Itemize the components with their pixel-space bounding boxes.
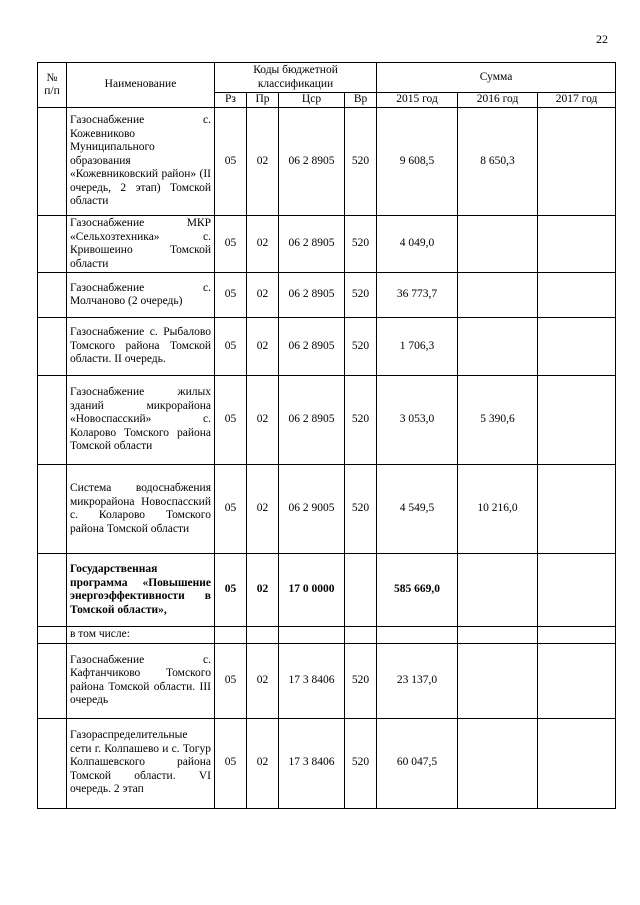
row-pr: 02 <box>247 376 279 465</box>
page-number: 22 <box>596 32 608 46</box>
row-vr: 520 <box>345 643 377 718</box>
table-row <box>38 216 616 273</box>
header-2017: 2017 год <box>538 93 616 108</box>
row-2015: 9 608,5 <box>377 108 458 216</box>
row-csr: 06 2 8905 <box>279 318 345 376</box>
table-row <box>38 108 616 216</box>
header-vr: Вр <box>345 93 377 108</box>
header-pr: Пр <box>247 93 279 108</box>
header-2016: 2016 год <box>458 93 538 108</box>
row-2015 <box>377 627 458 644</box>
header-rz: Рз <box>215 93 247 108</box>
row-2015: 1 706,3 <box>377 318 458 376</box>
row-2015: 4 549,5 <box>377 465 458 554</box>
row-vr: 520 <box>345 216 377 273</box>
row-rz: 05 <box>215 376 247 465</box>
row-csr: 17 3 8406 <box>279 718 345 808</box>
row-2016 <box>458 216 538 273</box>
row-rz: 05 <box>215 554 247 627</box>
row-vr: 520 <box>345 108 377 216</box>
row-2015: 3 053,0 <box>377 376 458 465</box>
row-number <box>38 108 67 216</box>
row-2017 <box>538 465 616 554</box>
table-row <box>38 554 616 627</box>
row-2017 <box>538 273 616 318</box>
header-codes: Коды бюджетной классификации <box>215 63 377 93</box>
row-name: в том числе: <box>67 627 215 644</box>
row-vr: 520 <box>345 273 377 318</box>
row-pr: 02 <box>247 273 279 318</box>
row-csr: 17 3 8406 <box>279 643 345 718</box>
row-2017 <box>538 554 616 627</box>
row-2017 <box>538 318 616 376</box>
header-sum: Сумма <box>377 63 616 93</box>
row-pr: 02 <box>247 718 279 808</box>
row-csr: 17 0 0000 <box>279 554 345 627</box>
row-pr: 02 <box>247 465 279 554</box>
row-2017 <box>538 108 616 216</box>
row-pr: 02 <box>247 108 279 216</box>
row-rz: 05 <box>215 273 247 318</box>
row-name: Газоснабжение с. Молчаново (2 очередь) <box>67 273 215 318</box>
row-2016: 5 390,6 <box>458 376 538 465</box>
row-2016 <box>458 643 538 718</box>
row-csr: 06 2 9005 <box>279 465 345 554</box>
budget-table <box>37 62 616 809</box>
row-2015: 60 047,5 <box>377 718 458 808</box>
row-vr <box>345 627 377 644</box>
header-csr: Цср <box>279 93 345 108</box>
row-vr: 520 <box>345 465 377 554</box>
row-rz: 05 <box>215 718 247 808</box>
row-pr: 02 <box>247 216 279 273</box>
row-2016 <box>458 718 538 808</box>
row-2017 <box>538 718 616 808</box>
table-row <box>38 643 616 718</box>
row-rz: 05 <box>215 216 247 273</box>
row-2017 <box>538 627 616 644</box>
row-number <box>38 216 67 273</box>
table-row <box>38 318 616 376</box>
row-rz: 05 <box>215 318 247 376</box>
row-vr: 520 <box>345 318 377 376</box>
row-name: Газоснабжение с. Рыбалово Томского района Томской области. II очередь. <box>67 318 215 376</box>
row-2015: 4 049,0 <box>377 216 458 273</box>
row-rz: 05 <box>215 108 247 216</box>
row-name: Государственная программа «Повышение энергоэффективности в Томской области», <box>67 554 215 627</box>
table-row <box>38 465 616 554</box>
row-name: Система водоснабжения микрорайона Новоспасский с. Коларово Томского района Томской области <box>67 465 215 554</box>
row-2015: 36 773,7 <box>377 273 458 318</box>
row-csr: 06 2 8905 <box>279 216 345 273</box>
row-csr <box>279 627 345 644</box>
row-2015: 585 669,0 <box>377 554 458 627</box>
row-vr: 520 <box>345 376 377 465</box>
header-2015: 2015 год <box>377 93 458 108</box>
table-row <box>38 376 616 465</box>
row-2016: 8 650,3 <box>458 108 538 216</box>
row-2017 <box>538 643 616 718</box>
row-name: Газоснабжение с. Кафтанчиково Томского района Томской области. III очередь <box>67 643 215 718</box>
row-csr: 06 2 8905 <box>279 376 345 465</box>
row-vr <box>345 554 377 627</box>
row-csr: 06 2 8905 <box>279 108 345 216</box>
table-row <box>38 273 616 318</box>
row-name: Газоснабжение жилых зданий микрорайона «Новоспасский» с. Коларово Томского района Томской области <box>67 376 215 465</box>
row-rz: 05 <box>215 465 247 554</box>
row-2016 <box>458 554 538 627</box>
row-number <box>38 554 67 627</box>
row-2017 <box>538 216 616 273</box>
header-name: Наименование <box>67 63 215 108</box>
row-rz: 05 <box>215 643 247 718</box>
row-number <box>38 376 67 465</box>
row-2016: 10 216,0 <box>458 465 538 554</box>
header-num: № п/п <box>38 63 67 108</box>
row-2016 <box>458 273 538 318</box>
table-row <box>38 627 616 644</box>
row-name: Газораспределительные сети г. Колпашево и с. Тогур Колпашевского района Томской области. VI очередь. 2 этап <box>67 718 215 808</box>
row-2016 <box>458 627 538 644</box>
row-number <box>38 318 67 376</box>
row-number <box>38 643 67 718</box>
table-row <box>38 718 616 808</box>
row-2015: 23 137,0 <box>377 643 458 718</box>
row-number <box>38 273 67 318</box>
row-pr: 02 <box>247 318 279 376</box>
row-2016 <box>458 318 538 376</box>
row-name: Газоснабжение МКР «Сельхозтехника» с. Кривошеино Томской области <box>67 216 215 273</box>
row-number <box>38 465 67 554</box>
row-pr <box>247 627 279 644</box>
row-rz <box>215 627 247 644</box>
row-number <box>38 718 67 808</box>
row-vr: 520 <box>345 718 377 808</box>
row-number <box>38 627 67 644</box>
row-name: Газоснабжение с. Кожевниково Муниципального образования «Кожевниковский район» (II очередь, 2 этап) Томской области <box>67 108 215 216</box>
row-csr: 06 2 8905 <box>279 273 345 318</box>
row-pr: 02 <box>247 554 279 627</box>
row-pr: 02 <box>247 643 279 718</box>
row-2017 <box>538 376 616 465</box>
